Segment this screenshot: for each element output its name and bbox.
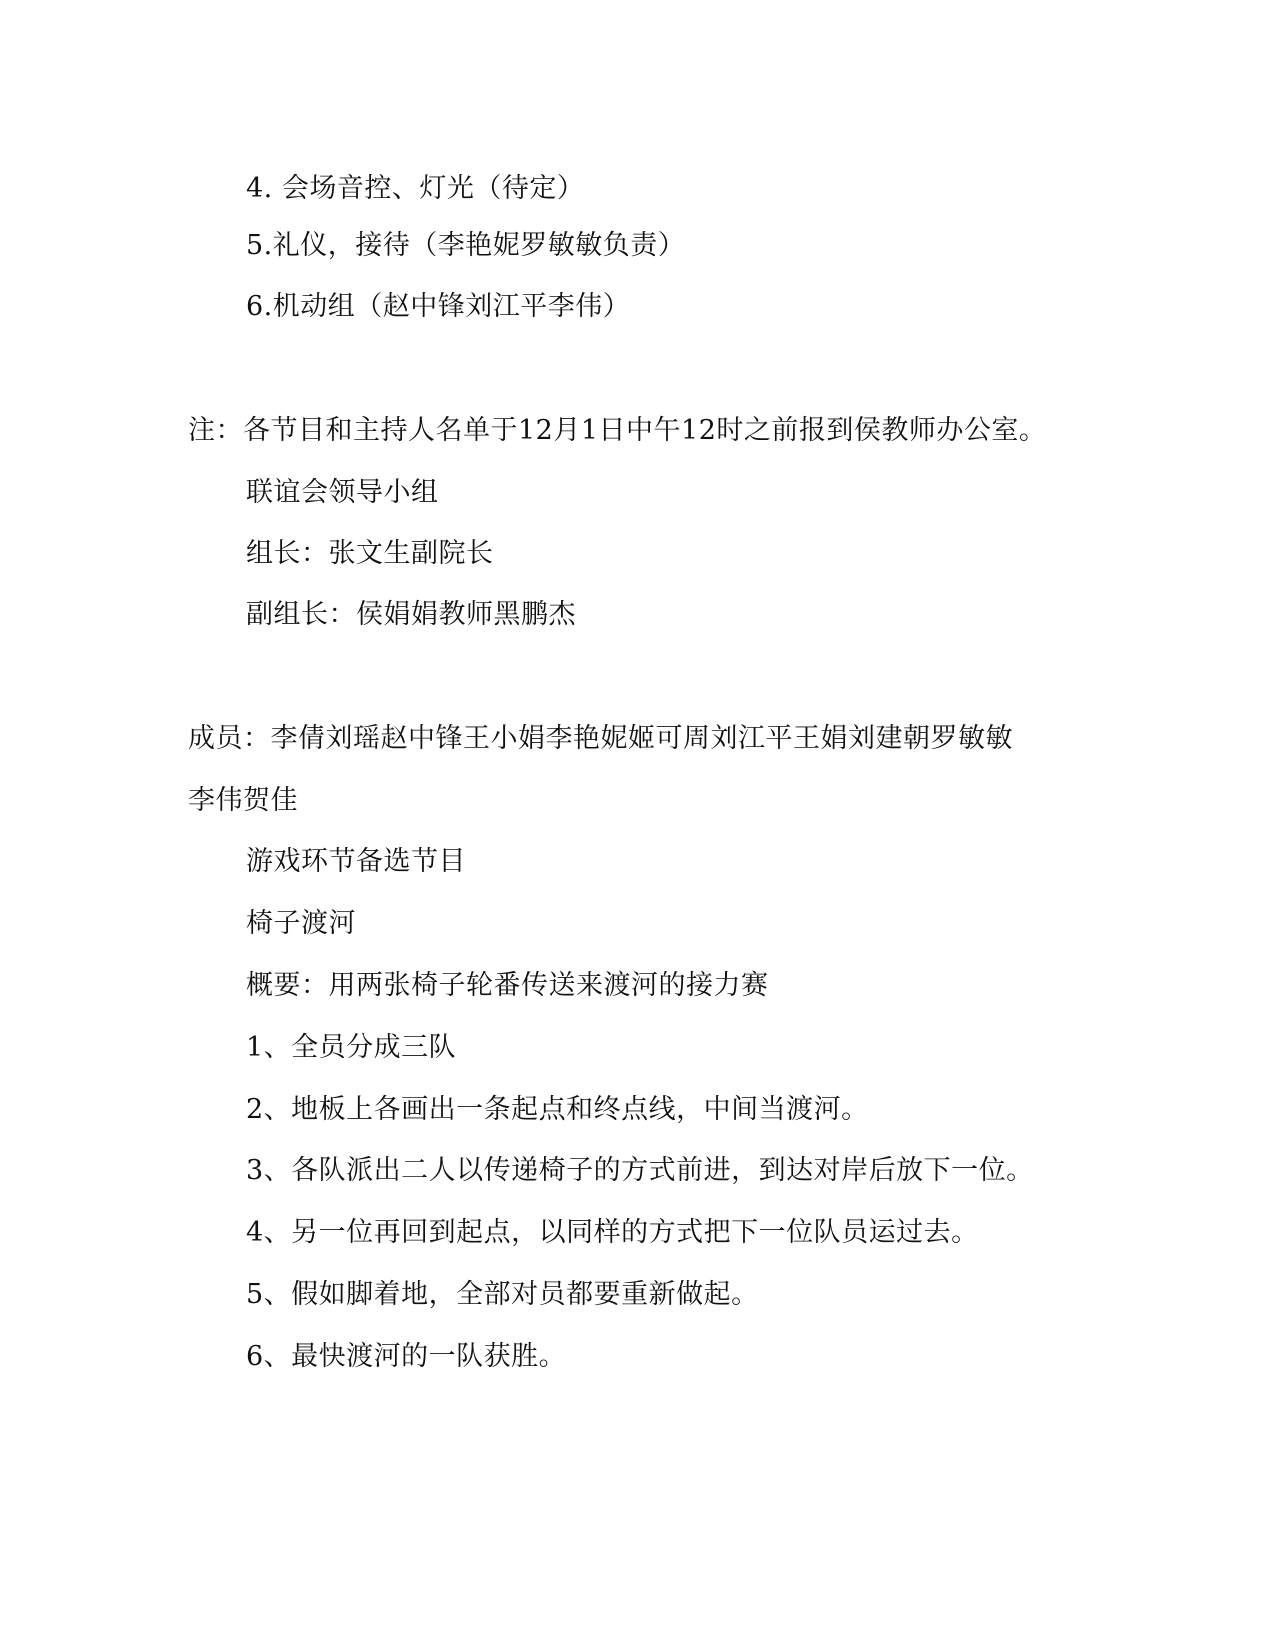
rule-item: 2、地板上各画出一条起点和终点线，中间当渡河。 [246, 1094, 869, 1125]
game-title: 椅子渡河 [246, 908, 356, 939]
item-mobile-group: 6.机动组（赵中锋刘江平李伟） [246, 291, 631, 322]
game-section-heading: 游戏环节备选节目 [246, 846, 466, 877]
members-line-2: 李伟贺佳 [188, 785, 298, 816]
game-summary: 概要：用两张椅子轮番传送来渡河的接力赛 [246, 970, 769, 1001]
rule-item: 5、假如脚着地，全部对员都要重新做起。 [246, 1279, 759, 1310]
rule-item: 6、最快渡河的一队获胜。 [246, 1341, 567, 1372]
members-line-1: 成员：李倩刘瑶赵中锋王小娟李艳妮姬可周刘江平王娟刘建朝罗敏敏 [188, 723, 1013, 754]
leadership-group-heading: 联谊会领导小组 [246, 477, 439, 508]
item-sound-lighting: 4. 会场音控、灯光（待定） [246, 173, 585, 204]
rule-item: 3、各队派出二人以传递椅子的方式前进，到达对岸后放下一位。 [246, 1155, 1034, 1186]
deputy-group-leader: 副组长：侯娟娟教师黑鹏杰 [246, 599, 576, 630]
item-etiquette-reception: 5.礼仪，接待（李艳妮罗敏敏负责） [246, 230, 686, 261]
note-paragraph: 注：各节目和主持人名单于12月1日中午12时之前报到侯教师办公室。 [188, 415, 1047, 446]
group-leader: 组长：张文生副院长 [246, 538, 494, 569]
rule-item: 4、另一位再回到起点，以同样的方式把下一位队员运过去。 [246, 1217, 979, 1248]
rule-item: 1、全员分成三队 [246, 1032, 457, 1063]
